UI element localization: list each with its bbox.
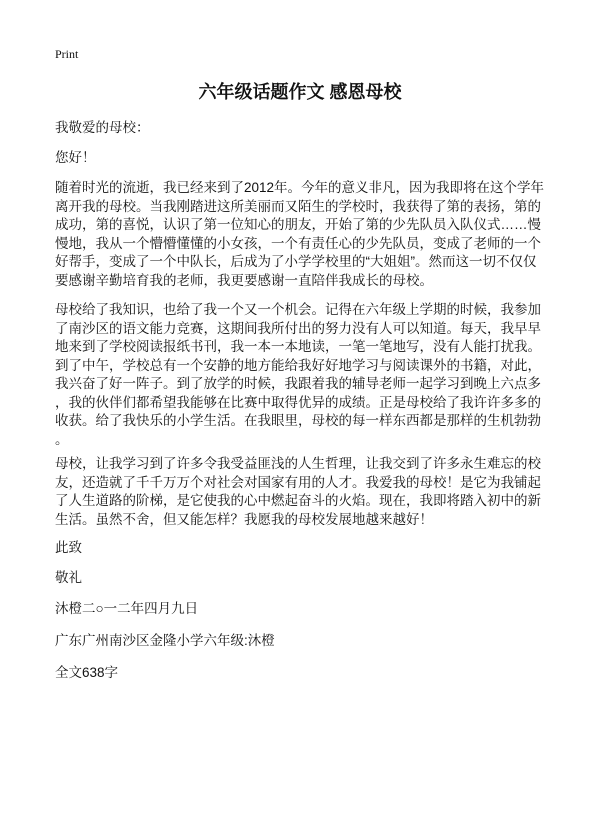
paragraph-line: 慢地，我从一个懵懵懂懂的小女孩，一个有责任心的少先队员，变成了老师的一个 <box>55 235 541 251</box>
paragraph-3 <box>55 455 541 529</box>
paragraph-line: 母校，让我学习到了许多令我受益匪浅的人生哲理，让我交到了许多永生难忘的校 <box>55 456 541 471</box>
paragraph-line: ，我的伙伴们都希望我能够在比赛中取得优异的成绩。正是母校给了我许许多多的 <box>55 394 541 410</box>
paragraph-1 <box>55 179 544 290</box>
paragraph-line: 。 <box>55 431 69 447</box>
closing: 此致 <box>55 540 82 555</box>
paragraph-line: 收获。给了我快乐的小学生活。在我眼里，母校的每一样东西都是那样的生机勃勃 <box>55 413 541 428</box>
document-title: 六年级话题作文 感恩母校 <box>198 82 402 102</box>
paragraph-line: 友，还造就了千千万万个对社会对国家有用的人才。我爱我的母校！是它为我铺起 <box>55 474 541 490</box>
salutation: 我敬爱的母校： <box>55 120 150 135</box>
paragraph-line: 我兴奋了好一阵子。到了放学的时候，我跟着我的辅导老师一起学习到晚上六点多 <box>55 376 541 391</box>
paragraph-line: 随着时光的流逝，我已经来到了2012年。今年的意义非凡，因为我即将在这个学年 <box>55 180 545 195</box>
paragraph-line: 好帮手，变成了一个中队长，后成为了小学学校里的“大姐姐”。然而这一切不仅仅 <box>55 254 537 269</box>
paragraph-line: 了人生道路的阶梯，是它使我的心中燃起奋斗的火焰。现在，我即将踏入初中的新 <box>55 493 541 508</box>
paragraph-line: 母校给了我知识，也给了我一个又一个机会。记得在六年级上学期的时候，我参加 <box>55 302 541 317</box>
paragraph-line: 成功，第的喜悦，认识了第一位知心的朋友，开始了第的少先队员入队仪式……慢 <box>55 217 541 232</box>
print-link[interactable]: Print <box>55 47 79 61</box>
paragraph-2 <box>55 301 541 449</box>
signature-date: 沐橙二○一二年四月九日 <box>55 601 199 616</box>
greeting: 您好！ <box>55 150 96 165</box>
paragraph-line: 到了中午，学校总有一个安静的地方能给我好好地学习与阅读课外的书籍，对此， <box>55 357 541 373</box>
signature-school: 广东广州南沙区金隆小学六年级:沐橙 <box>55 633 275 648</box>
paragraph-line: 离开我的母校。当我刚踏进这所美丽而又陌生的学校时，我获得了第的表扬，第的 <box>55 198 541 214</box>
paragraph-line: 生活。虽然不舍，但又能怎样？我愿我的母校发展地越来越好！ <box>55 511 433 527</box>
paragraph-line: 地来到了学校阅读报纸书刊，我一本一本地读，一笔一笔地写，没有人能打扰我。 <box>55 339 541 354</box>
paragraph-line: 了南沙区的语文能力竞赛，这期间我所付出的努力没有人可以知道。每天，我早早 <box>55 320 541 336</box>
regards: 敬礼 <box>55 570 82 585</box>
paragraph-line: 要感谢辛勤培育我的老师，我更要感谢一直陪伴我成长的母校。 <box>55 272 433 288</box>
word-count: 全文638字 <box>55 665 119 680</box>
